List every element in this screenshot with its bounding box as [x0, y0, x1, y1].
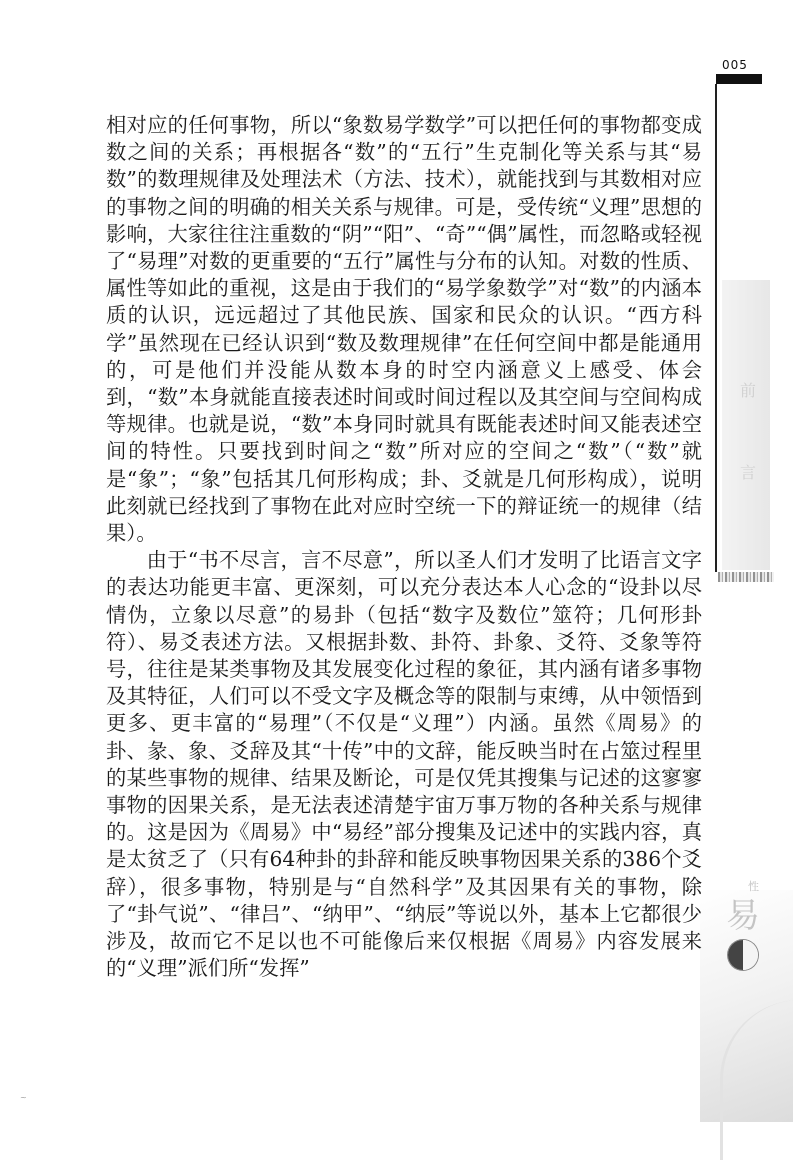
decoration-yi-char: 易 — [726, 896, 760, 936]
side-chapter-char-2: 言 — [739, 463, 756, 482]
side-panel — [722, 280, 770, 570]
page-number: 005 — [722, 58, 748, 72]
decoration-xing-char: 性 — [748, 880, 759, 893]
side-rule-line — [715, 84, 717, 572]
scan-mark: ~ — [20, 1093, 27, 1102]
paragraph-1: 相对应的任何事物，所以“象数易学数学”可以把任何的事物都变成数之间的关系；再根据各“数”的“五行”生克制化等关系与其“易数”的数理规律及处理法术（方法、技术），就能找到与其数相对应的事物之间的明确的相关关系与规律。可是，受传统“义理”思想的影响，大家往往注重数的“阴”“阳”、“奇”“偶”属性，而忽略或轻视了“易理”对数的更重要的“五行”属性与分布的认知。对数的性质、属性等如此的重视，这是由于我们的“易学象数学”对“数”的内涵本质的认识，远远超过了其他民族、国家和民众的认识。“西方科学”虽然现在已经认识到“数及数理规律”在任何空间中都是能通用的，可是他们并没能从数本身的时空内涵意义上感受、体会到，“数”本身就能直接表述时间或时间过程以及其空间与空间构成等规律。也就是说，“数”本身同时就具有既能表述时间又能表述空间的特性。只要找到时间之“数”所对应的空间之“数”（“数”就是“象”；“象”包括其几何形构成；卦、爻就是几何形构成），说明此刻就已经找到了事物在此对应时空统一下的辩证统一的规律（结果）。 — [106, 113, 702, 546]
decorative-strip — [718, 572, 774, 582]
paragraph-2: 由于“书不尽言，言不尽意”，所以圣人们才发明了比语言文字的表达功能更丰富、更深刻，可以充分表达本人心念的“设卦以尽情伪，立象以尽意”的易卦（包括“数字及数位”筮符；几何形卦符）、易爻表述方法。又根据卦数、卦符、卦象、爻符、爻象等符号，往往是某类事物及其发展变化过程的象征，其内涵有诸多事物及其特征，人们可以不受文字及概念等的限制与束缚，从中领悟到更多、更丰富的“易理”（不仅是“义理”）内涵。虽然《周易》的卦、彖、象、爻辞及其“十传”中的文辞，能反映当时在占筮过程里的某些事物的规律、结果及断论，可是仅凭其搜集与记述的这寥寥事物的因果关系，是无法表述清楚宇宙万事万物的各种关系与规律的。这是因为《周易》中“易经”部分搜集及记述中的实践内容，真是太贫乏了（只有64种卦的卦辞和能反映事物因果关系的386个爻辞），很多事物，特别是与“自然科学”及其因果有关的事物，除了“卦气说”、“律吕”、“纳甲”、“纳辰”等说以外，基本上它都很少涉及，故而它不足以也不可能像后来仅根据《周易》内容发展来的“义理”派们所“发挥” — [106, 548, 702, 981]
page-number-bar — [716, 74, 762, 84]
taiji-icon — [728, 940, 758, 970]
body-text — [106, 112, 702, 983]
side-chapter-char-1: 前 — [739, 381, 756, 400]
